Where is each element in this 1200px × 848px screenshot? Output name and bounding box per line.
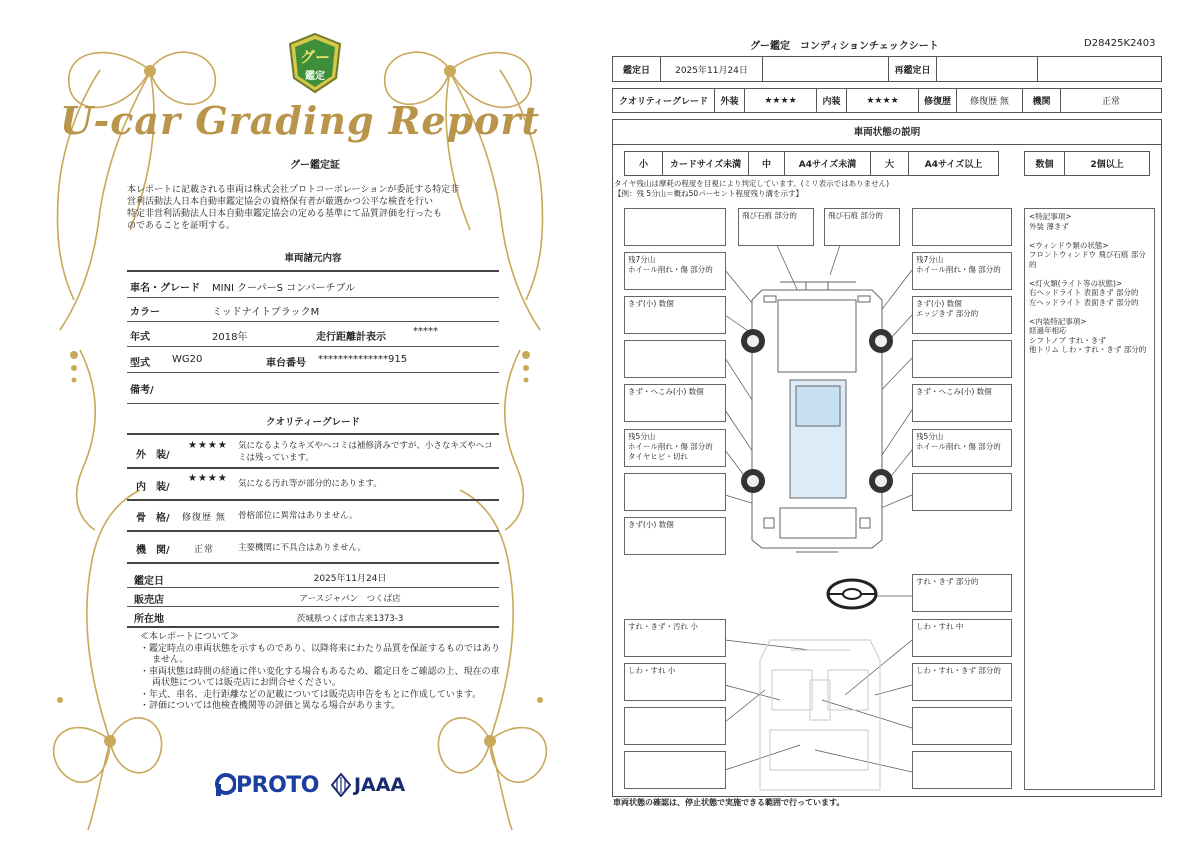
- divider: [127, 433, 499, 435]
- frame-description: 骨格部位に異常はありません。: [238, 511, 358, 521]
- notes-group: [1029, 279, 1150, 308]
- size-large: 大: [871, 152, 909, 175]
- front-right-box: [912, 208, 1012, 246]
- interior-stars: ★★★★: [188, 473, 228, 484]
- divider: [127, 346, 499, 347]
- interior-right-box-2: しわ・すれ・きず 部分的: [912, 663, 1012, 701]
- footnote: 車両状態の確認は、停止状態で実施できる範囲で行っています。: [613, 798, 845, 807]
- size-large-desc: A4サイズ以上: [924, 160, 983, 170]
- notes-heading: <内装特記事項>: [1029, 316, 1087, 326]
- divider: [127, 587, 499, 588]
- spec-section-title: 車両諸元内容: [284, 253, 342, 264]
- note-item: ・車両状態は時間の経過に伴い変化する場合もあるため、鑑定日をご確認の上、現在の車両状態については販売店にお問合せください。: [140, 666, 500, 688]
- interior-right-box-3: [912, 707, 1012, 745]
- notes-title: ≪本レポートについて≫: [140, 632, 239, 642]
- certificate-title: グー鑑定証: [290, 160, 340, 171]
- year-label: 年式: [130, 332, 150, 343]
- exterior-stars: ★★★★: [188, 440, 228, 451]
- left-box-4: きず・へこみ(小) 数個: [624, 384, 726, 422]
- divider: [127, 321, 499, 322]
- notes-line: 右ヘッドライト 表面きず 部分的: [1029, 288, 1139, 297]
- jaaa-mark-icon: [331, 773, 351, 797]
- size-small: 小: [625, 152, 663, 175]
- interior-right-box-1: しわ・すれ 中: [912, 619, 1012, 657]
- mileage-value: *****: [413, 326, 438, 337]
- size-medium-desc: A4サイズ未満: [785, 152, 871, 175]
- interior-left-box-3: [624, 707, 726, 745]
- quality-grade-header: クオリティーグレード: [613, 89, 715, 112]
- notes-line: フロントウィンドウ 飛び石痕 部分的: [1029, 250, 1146, 269]
- repair-history-header: 修復歴: [919, 89, 957, 112]
- goo-kantei-badge-icon: [286, 32, 344, 94]
- notes-line: 他トリム しわ・すれ・きず 部分的: [1029, 345, 1147, 354]
- proto-logo: PROTO: [214, 773, 319, 798]
- divider: [127, 530, 499, 532]
- right-box-1: 残7分山 ホイール削れ・傷 部分的: [912, 252, 1012, 290]
- quality-section-title: クオリティーグレード: [265, 417, 361, 428]
- remarks-label: 備考/: [130, 385, 154, 396]
- count-desc: 2個以上: [1090, 160, 1124, 170]
- note-item: ・年式、車名、走行距離などの記載については販売店申告をもとに作成しています。: [140, 689, 482, 700]
- certificate-body-line: 営利活動法人日本自動車鑑定協会の資格保有者が厳選かつ公平な検査を行い: [127, 197, 434, 207]
- year-value: 2018年: [212, 332, 248, 343]
- footer-logos: [214, 770, 405, 800]
- dealer-label: 販売店: [134, 595, 164, 606]
- interior-left-box-1: すれ・きず・汚れ 小: [624, 619, 726, 657]
- frame-value: 修復歴 無: [182, 513, 226, 523]
- model-label: 型式: [130, 358, 150, 369]
- left-box-1: 残7分山 ホイール削れ・傷 部分的: [624, 252, 726, 290]
- certificate-body-line: 本レポートに記載される車両は株式会社プロトコーポレーションが委託する特定非: [127, 185, 460, 195]
- interior-right-box-4: [912, 751, 1012, 789]
- steering-box: すれ・きず 部分的: [912, 574, 1012, 612]
- front-center-right-box: 飛び石痕 部分的: [824, 208, 900, 246]
- left-box-5: 残5分山 ホイール削れ・傷 部分的 タイヤヒビ・切れ: [624, 429, 726, 467]
- appraisal-date-value: 2025年11月24日: [661, 57, 763, 81]
- appraisal-date-header: 鑑定日: [613, 57, 661, 81]
- note-item: ・鑑定時点の車両状態を示すものであり、以降将来にわたり品質を保証するものではありません。: [140, 643, 501, 665]
- sheet-title: グー鑑定 コンディションチェックシート: [750, 41, 939, 52]
- chassis-value: **************915: [318, 354, 408, 365]
- interior-left-box-2: しわ・すれ 小: [624, 663, 726, 701]
- right-box-3: [912, 340, 1012, 378]
- left-box-7: きず(小) 数個: [624, 517, 726, 555]
- mileage-label: 走行距離計表示: [316, 332, 386, 343]
- address-label: 所在地: [134, 614, 164, 625]
- divider: [127, 270, 499, 272]
- special-notes: [1024, 208, 1155, 790]
- divider: [127, 372, 499, 373]
- note-item: ・評価については他検査機関等の評価と異なる場合があります。: [140, 701, 401, 711]
- count-label: 数個: [1025, 152, 1065, 175]
- certificate-body-line: のであることを証明する。: [127, 221, 236, 231]
- notes-group: [1029, 317, 1150, 355]
- address-value: 茨城県つくば市古来1373-3: [296, 614, 404, 624]
- divider: [127, 562, 499, 564]
- notes-line: 外装 薄きず: [1029, 221, 1069, 231]
- vehicle-name-label: 車名・グレード: [130, 283, 200, 294]
- left-box-2: きず(小) 数個: [624, 296, 726, 334]
- right-box-2: きず(小) 数個 エッジきず 部分的: [912, 296, 1012, 334]
- notes-heading: <灯火類(ライト等の状態)>: [1029, 278, 1123, 288]
- interior-header: 内装: [817, 89, 847, 112]
- exterior-label: 外 装/: [136, 450, 170, 461]
- notes-group: [1029, 241, 1150, 270]
- car-top-view: [752, 282, 882, 552]
- color-value: ミッドナイトブラックM: [212, 307, 320, 318]
- engine-header: 機関: [1023, 89, 1061, 112]
- reappraisal-date-header: 再鑑定日: [889, 57, 937, 81]
- svg-text:鑑定: 鑑定: [305, 71, 325, 82]
- engine-value: 正常: [1101, 97, 1120, 107]
- right-box-6: [912, 473, 1012, 511]
- engine-description: 主要機関に不具合はありません。: [238, 543, 367, 553]
- model-value: WG20: [172, 354, 203, 365]
- divider: [127, 626, 499, 628]
- right-box-7: [912, 517, 1012, 521]
- notes-heading: <特記事項>: [1029, 212, 1072, 221]
- panel-title: 車両状態の説明: [613, 120, 1161, 145]
- certificate-body-line: 特定非営利活動法人日本自動車鑑定協会の定める基準にて品質評価を行ったも: [127, 209, 443, 219]
- report-notes: [140, 632, 500, 713]
- notes-line: 左ヘッドライト 表面きず 部分的: [1029, 297, 1139, 307]
- dealer-value: アースジャパン つくば店: [299, 594, 401, 604]
- divider: [127, 499, 499, 501]
- divider: [127, 606, 499, 607]
- interior-label: 内 装/: [136, 482, 170, 493]
- vehicle-name-value: MINI クーパーS コンバーチブル: [212, 283, 356, 294]
- svg-text:グー: グー: [299, 48, 331, 66]
- front-center-left-box: 飛び石痕 部分的: [738, 208, 814, 246]
- appraisal-date-label: 鑑定日: [134, 576, 164, 587]
- interior-left-box-4: [624, 751, 726, 789]
- certificate-body: [127, 184, 497, 232]
- proto-mark-icon: [214, 773, 236, 797]
- size-medium: 中: [749, 152, 785, 175]
- repair-history-value: 修復歴 無: [957, 89, 1023, 112]
- front-left-box: [624, 208, 726, 246]
- notes-group: [1029, 212, 1150, 231]
- left-box-3: [624, 340, 726, 378]
- notes-heading: <ウィンドウ類の状態>: [1029, 240, 1109, 250]
- car-interior-view: [760, 640, 880, 790]
- appraisal-date-value: 2025年11月24日: [313, 574, 387, 584]
- condition-check-sheet: [600, 0, 1200, 848]
- jaaa-logo: JAAA: [331, 773, 405, 797]
- divider: [127, 297, 499, 298]
- divider: [127, 403, 499, 404]
- left-box-6: [624, 473, 726, 511]
- right-box-5: 残5分山 ホイール削れ・傷 部分的: [912, 429, 1012, 467]
- steering-wheel-icon: [828, 580, 876, 608]
- exterior-stars: ★★★★: [745, 89, 817, 112]
- engine-label: 機 関/: [136, 545, 170, 556]
- chassis-label: 車台番号: [266, 358, 306, 369]
- notes-line: シフトノブ すれ・きず: [1029, 335, 1106, 345]
- engine-value: 正常: [194, 545, 215, 555]
- divider: [127, 467, 499, 469]
- size-small-desc: カードサイズ未満: [663, 152, 749, 175]
- right-box-4: きず・へこみ(小) 数個: [912, 384, 1012, 422]
- tire-note-line: 【例：残 5分山＝概ね50パーセント程度残り溝を示す】: [614, 189, 804, 198]
- sheet-code: D28425K2403: [1084, 38, 1156, 49]
- exterior-header: 外装: [715, 89, 745, 112]
- tire-note-line: タイヤ残山は摩耗の程度を目視により判定しています。(ミリ表示ではありません): [614, 179, 890, 188]
- color-label: カラー: [130, 307, 160, 318]
- notes-line: 経過年相応: [1029, 326, 1067, 335]
- interior-stars: ★★★★: [847, 89, 919, 112]
- exterior-description: 気になるようなキズやヘコミは補修済みですが、小さなキズやヘコミは残っています。: [238, 441, 493, 463]
- interior-description: 気になる汚れ等が部分的にあります。: [238, 479, 382, 489]
- frame-label: 骨 格/: [136, 513, 170, 524]
- script-title: U-car Grading Report: [59, 98, 541, 143]
